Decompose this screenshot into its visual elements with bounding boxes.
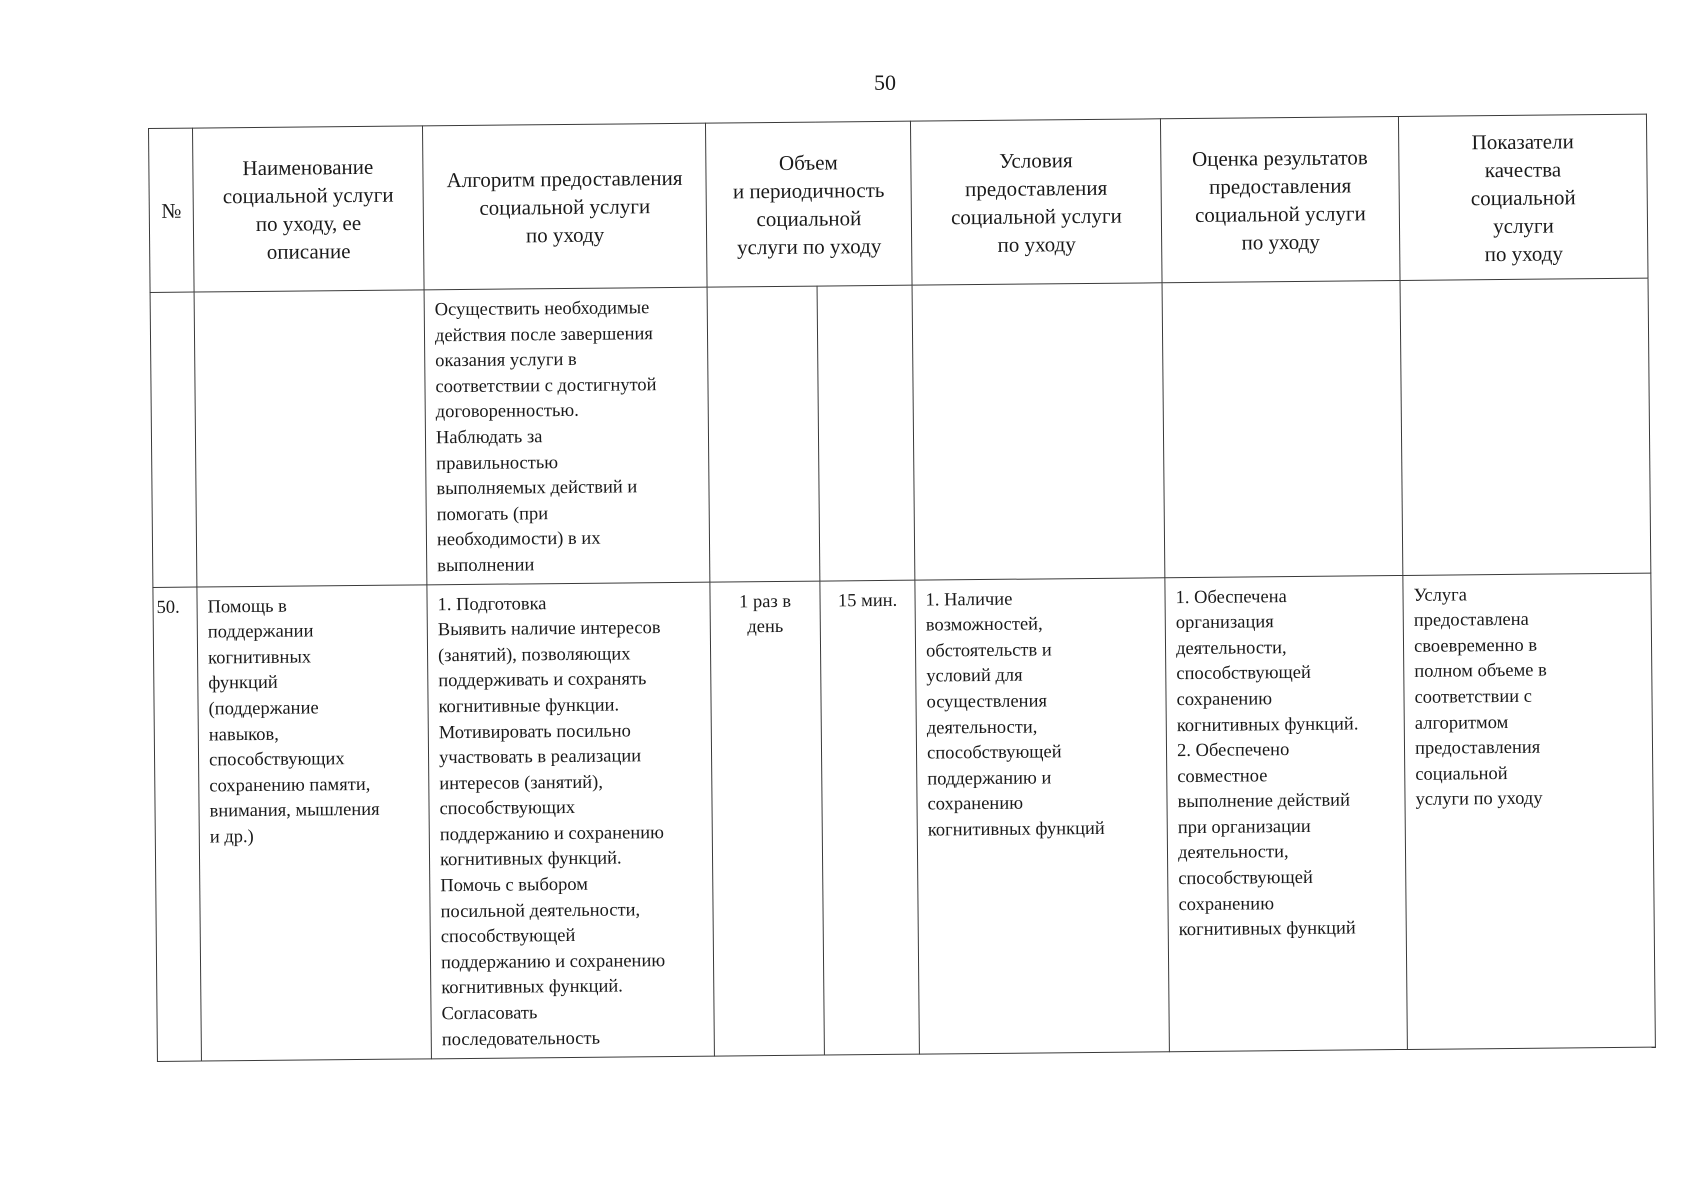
header-evaluation: Оценка результатов предоставления социальной услуги по уходу — [1160, 116, 1400, 282]
cell-evaluation: 1. Обеспечена организация деятельности, способствующей сохранению когнитивных функций. 2. Обеспечено совместное выполнение действий при организации деятельности, способствующей сохранению когнитивных функций — [1165, 575, 1408, 1051]
cell-empty — [707, 286, 820, 582]
table-row-continuation — [150, 278, 1651, 587]
cell-service-name: Помощь в поддержании когнитивных функций (поддержание навыков, способствующих сохранению памяти, внимания, мышления и др.) — [197, 584, 432, 1060]
cell-row-number: 50. — [153, 587, 202, 1061]
cell-duration: 15 мин. — [820, 580, 920, 1055]
header-conditions: Условия предоставления социальной услуги по уходу — [910, 119, 1162, 285]
cell-empty — [150, 292, 197, 587]
cell-algorithm-continuation: Осуществить необходимые действия после завершения оказания услуги в соответствии с достигнутой договоренностью. Наблюдать за правильностью выполняемых действий и помогать (при необходимости) в их выполнении — [424, 287, 710, 584]
cell-quality: Услуга предоставлена своевременно в полном объеме в соответствии с алгоритмом предоставления социальной услуги по уходу — [1403, 573, 1656, 1049]
header-service-name: Наименование социальной услуги по уходу, ее описание — [193, 126, 425, 292]
header-volume: Объем и периодичность социальной услуги по уходу — [705, 121, 912, 287]
cell-empty — [194, 290, 427, 587]
table-row-50 — [153, 573, 1655, 1061]
cell-empty — [817, 285, 915, 580]
table-header-row — [149, 114, 1649, 292]
cell-algorithm: 1. Подготовка Выявить наличие интересов (занятий), позволяющих поддерживать и сохранять когнитивные функции. Мотивировать посильно участвовать в реализации интересов (занятий), способствующих поддержанию и сохранению когнитивных функций. Помочь с выбором посильной деятельности, способствующей поддержанию и сохранению когнитивных функций. Согласовать последовательность — [427, 582, 715, 1059]
page-number: 50 — [874, 70, 896, 95]
cell-empty — [1162, 280, 1403, 577]
header-quality: Показатели качества социальной услуги по уходу — [1398, 114, 1648, 280]
header-number: № — [149, 128, 195, 292]
cell-conditions: 1. Наличие возможностей, обстоятельств и условий для осуществления деятельности, способствующей поддержанию и сохранению когнитивных функций — [915, 577, 1170, 1053]
header-algorithm: Алгоритм предоставления социальной услуги по уходу — [422, 123, 707, 290]
cell-empty — [1400, 278, 1651, 575]
services-table — [148, 114, 1656, 1062]
cell-periodicity: 1 раз в день — [710, 581, 825, 1056]
cell-empty — [912, 283, 1165, 580]
